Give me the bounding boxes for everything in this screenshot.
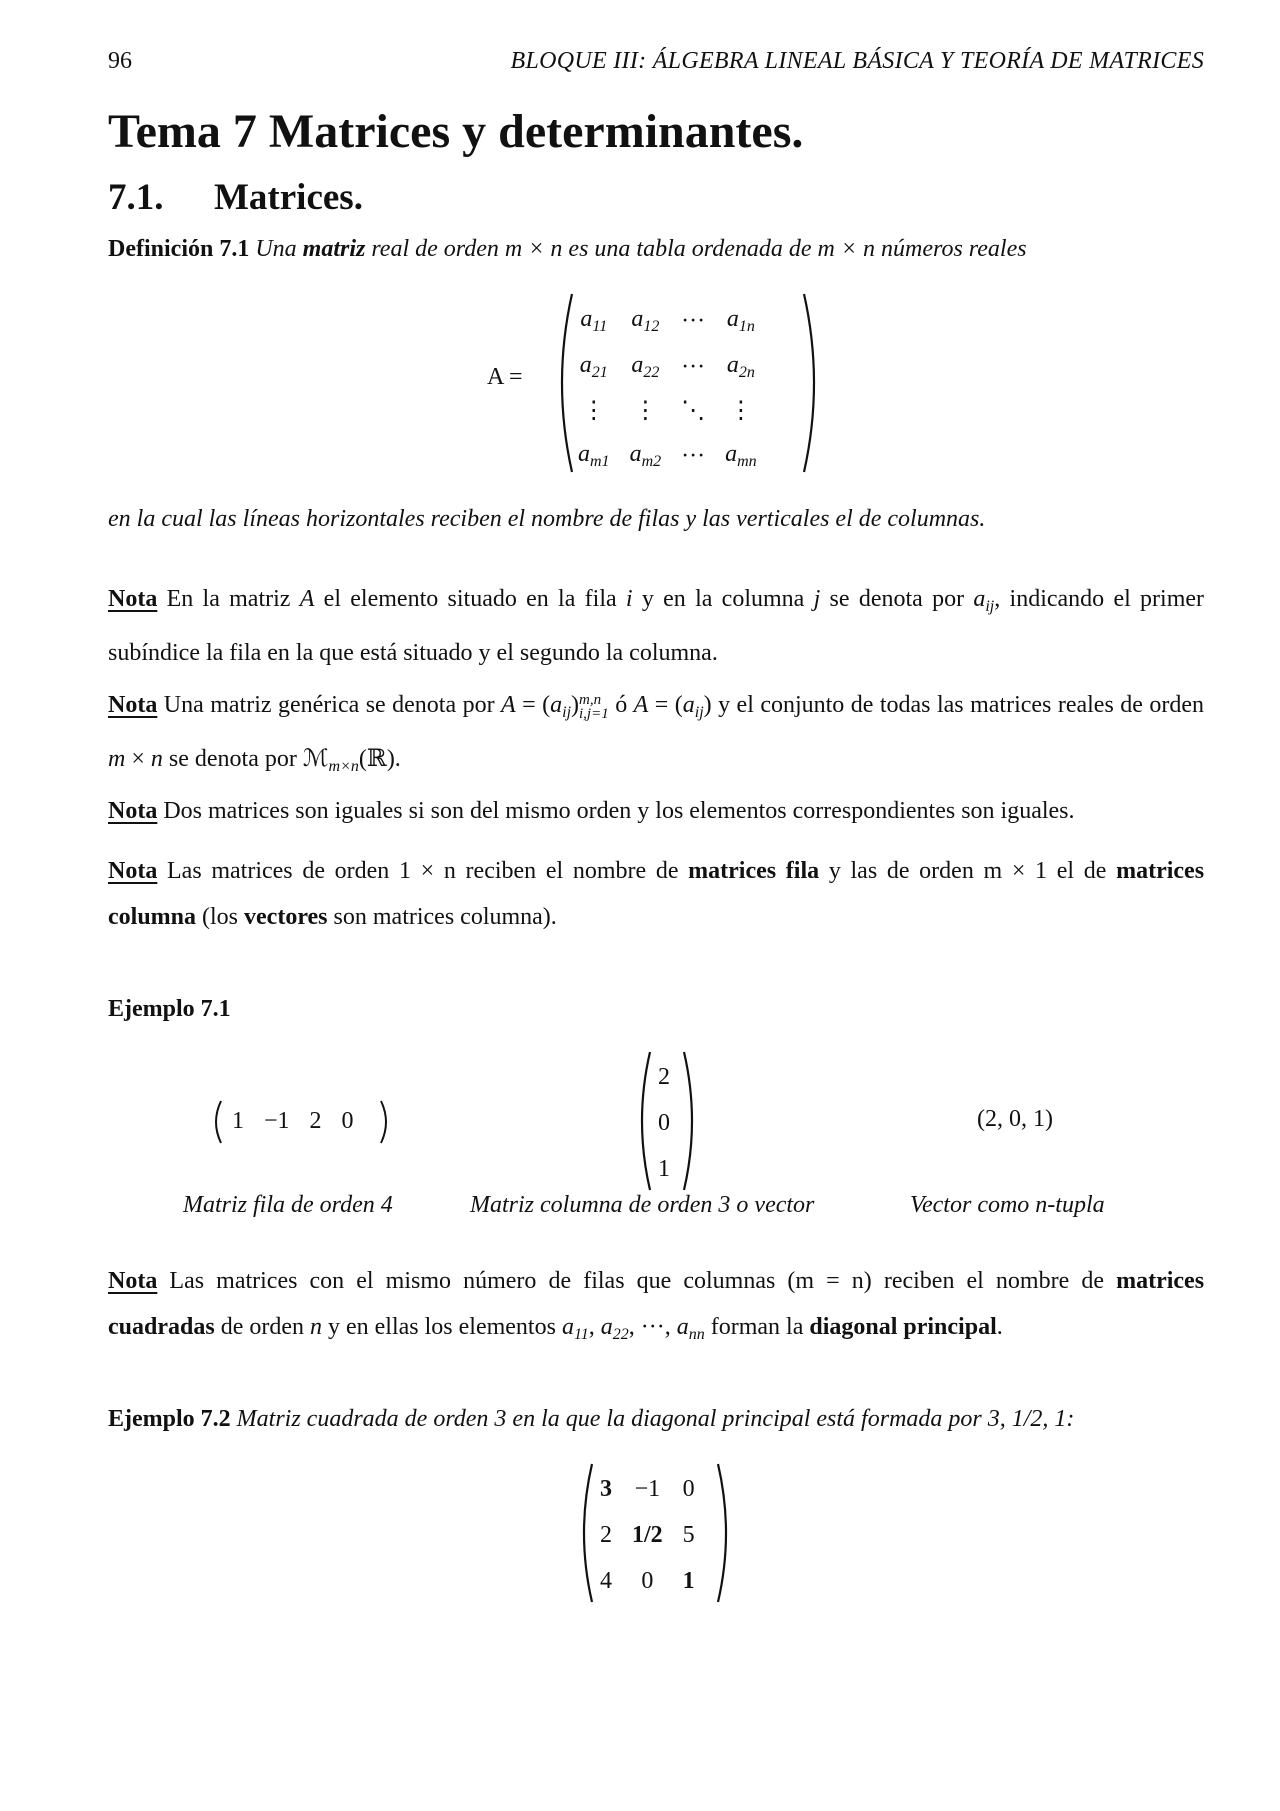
note-4-text-3: (los <box>202 904 239 930</box>
note-square-bold-1: matrices cuadradas <box>108 1268 1205 1340</box>
row-matrix-cell: −1 <box>264 1108 290 1134</box>
matrix-a-label: A = <box>487 364 523 390</box>
square-matrix-cell: 1 <box>682 1567 695 1594</box>
column-matrix <box>648 1054 680 1192</box>
row-matrix-cell: 1 <box>232 1108 244 1134</box>
example-7-2-label: Ejemplo 7.2 <box>108 1406 231 1432</box>
note-label: Nota <box>108 586 158 612</box>
matrix-a-cell: ··· <box>681 307 706 334</box>
column-matrix-right-paren <box>680 1048 704 1194</box>
caption-column-matrix: Matriz columna de orden 3 o vector <box>470 1192 815 1218</box>
note-square-matrices: Nota Las matrices con el mismo número de filas que columnas (m = n) reciben el nombre de matrices cuadradas de orden n y en ellas los elementos $a_{11}$, $a_{22}$, ···, $a_{nn}$ forman la diagonal principal. <box>108 1268 1205 1343</box>
matrix-a-cell: $a_{12}$ <box>631 306 660 335</box>
section-heading <box>108 176 363 219</box>
section-title: Matrices. <box>214 177 363 218</box>
column-matrix-cell: 2 <box>658 1063 670 1090</box>
square-matrix-cell: 5 <box>682 1521 695 1548</box>
matrix-a-cell: $a_{1n}$ <box>726 306 755 335</box>
caption-row-matrix: Matriz fila de orden 4 <box>183 1192 393 1218</box>
square-matrix-cell: 0 <box>682 1475 695 1502</box>
square-matrix-cell: −1 <box>634 1475 661 1502</box>
matrix-a-cell: ⋮ <box>581 397 606 424</box>
square-matrix-cell: 3 <box>600 1475 612 1502</box>
definition-7-1 <box>108 226 1204 272</box>
note-4 <box>108 848 1204 940</box>
note-label: Nota <box>108 692 158 718</box>
note-3-text: Dos matrices son iguales si son del mismo orden y los elementos correspondientes son iguales. <box>163 798 1075 824</box>
note-square-text-1: Las matrices con el mismo número de filas que columnas (m = n) reciben el nombre de <box>169 1268 1104 1294</box>
matrix-a <box>568 298 767 482</box>
square-matrix-right-paren <box>714 1460 738 1606</box>
square-matrix-cell: 4 <box>600 1567 612 1594</box>
note-label: Nota <box>108 798 158 824</box>
matrix-a-right-paren <box>798 290 828 476</box>
column-matrix-cell: 0 <box>658 1109 670 1136</box>
row-matrix <box>222 1108 364 1135</box>
note-2: Nota Una matriz genérica se denota por $A = (a_{ij})m,n$ i,j=1 ó $A = (a_{ij})$ y el conjunto de todas las matrices reales de orden m × n se denota por ℳ$_{m\times n}$(ℝ). <box>108 692 1204 775</box>
note-square-text-3: . <box>996 1314 1003 1340</box>
caption-tuple: Vector como n-tupla <box>910 1192 1105 1218</box>
definition-closing: en la cual las líneas horizontales reciben el nombre de filas y las verticales el de columnas. <box>108 506 986 532</box>
definition-term: matriz <box>302 236 366 262</box>
example-7-2 <box>108 1396 1204 1442</box>
square-matrix <box>590 1466 705 1604</box>
definition-label: Definición 7.1 <box>108 236 250 262</box>
matrix-a-cell: $a_{m1}$ <box>578 441 610 470</box>
square-matrix-cell: 0 <box>641 1567 654 1594</box>
note-3 <box>108 788 1204 834</box>
page-number: 96 <box>108 48 132 74</box>
note-4-text-4: son matrices columna). <box>333 904 557 930</box>
note-4-text-2: y las de orden m × 1 el de <box>828 858 1107 884</box>
chapter-title: Tema 7 Matrices y determinantes. <box>108 105 804 158</box>
matrix-a-cell: $a_{21}$ <box>579 352 608 381</box>
note-4-bold-1: matrices fila <box>688 858 820 884</box>
example-7-1-label: Ejemplo 7.1 <box>108 996 231 1022</box>
matrix-a-cell: $a_{m2}$ <box>629 441 662 470</box>
note-label: Nota <box>108 1268 158 1294</box>
note-4-text-1: Las matrices de orden 1 × n reciben el nombre de <box>167 858 679 884</box>
matrix-a-cell: ⋮ <box>728 397 753 424</box>
matrix-a-cell: ⋮ <box>633 397 658 424</box>
matrix-a-cell: ⋱ <box>681 397 706 424</box>
row-matrix-cell: 0 <box>341 1108 354 1134</box>
matrix-a-cell: $a_{22}$ <box>631 352 660 381</box>
definition-text-after: real de orden m × n es una tabla ordenada de m × n números reales <box>371 236 1027 262</box>
tuple-vector: (2, 0, 1) <box>977 1106 1053 1132</box>
square-matrix-cell: 1/2 <box>632 1521 663 1548</box>
column-matrix-cell: 1 <box>658 1155 670 1182</box>
matrix-a-cell: ··· <box>681 442 706 469</box>
row-matrix-right-paren <box>378 1098 394 1146</box>
note-4-bold-2: matrices columna <box>108 858 1205 930</box>
section-number: 7.1. <box>108 177 164 218</box>
running-header: BLOQUE III: ÁLGEBRA LINEAL BÁSICA Y TEORÍA DE MATRICES <box>510 48 1204 74</box>
note-square-bold-2: diagonal principal <box>809 1314 997 1340</box>
matrix-a-cell: ··· <box>681 353 706 380</box>
square-matrix-cell: 2 <box>600 1521 612 1548</box>
example-7-2-text: Matriz cuadrada de orden 3 en la que la diagonal principal está formada por 3, 1/2, 1: <box>236 1406 1075 1432</box>
note-label: Nota <box>108 858 158 884</box>
note-4-bold-3: vectores <box>244 904 328 930</box>
row-matrix-cell: 2 <box>309 1108 322 1134</box>
definition-text-before: Una <box>255 236 297 262</box>
matrix-a-cell: $a_{2n}$ <box>726 352 755 381</box>
matrix-a-cell: $a_{mn}$ <box>725 441 757 470</box>
note-1: Nota En la matriz A el elemento situado en la fila i y en la columna j se denota por $a_{ij}$, indicando el primer subíndice la fila en la que está situado y el segundo la columna. <box>108 586 1205 666</box>
matrix-a-cell: $a_{11}$ <box>580 306 608 335</box>
